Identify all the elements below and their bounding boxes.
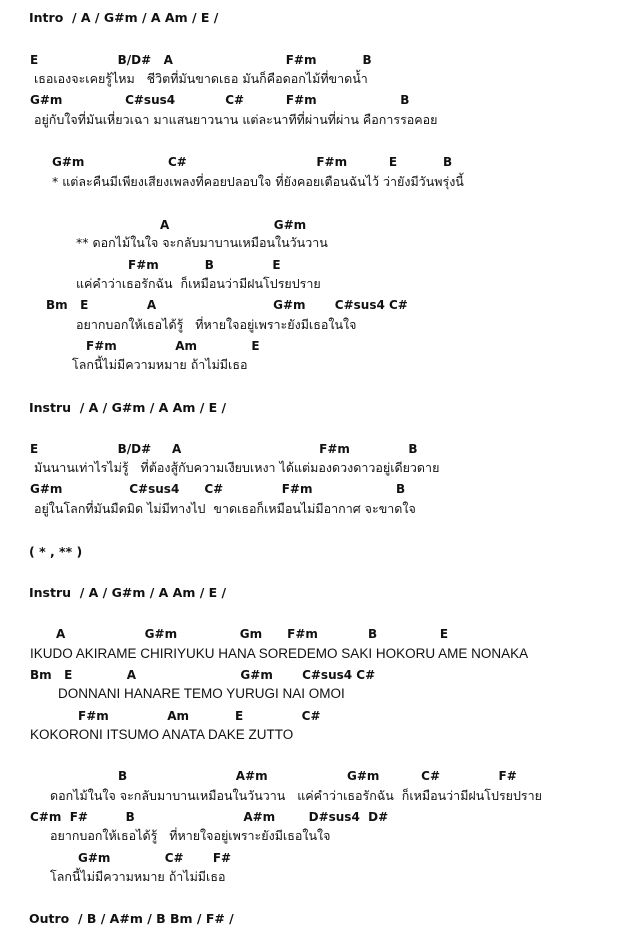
lyric-line: อยากบอกให้เธอได้รู้ ที่หายใจอยู่เพราะยังมีเธอในใจ <box>50 828 331 843</box>
chord-line: E B/D# A F#m B <box>30 442 418 456</box>
repeat-marker: ( * , ** ) <box>29 544 83 559</box>
romaji-line: KOKORONI ITSUMO ANATA DAKE ZUTTO <box>30 727 294 742</box>
lyric-line: ดอกไม้ในใจ จะกลับมาบานเหมือนในวันวาน แค่คำว่าเธอรักฉัน ก็เหมือนว่ามีฝนโปรยปราย <box>50 788 542 803</box>
chord-line: Bm E A G#m C#sus4 C# <box>46 298 408 312</box>
instru-line: Instru / A / G#m / A Am / E / <box>29 585 227 600</box>
chorus-lyric-line: * แต่ละคืนมีเพียงเสียงเพลงที่คอยปลอบใจ ที่ยังคอยเตือนฉันไว้ ว่ายังมีวันพรุ่งนี้ <box>52 174 464 189</box>
chord-line: E B/D# A F#m B <box>30 53 372 67</box>
lyric-line: โลกนี้ไม่มีความหมาย ถ้าไม่มีเธอ <box>72 357 248 372</box>
chord-line: G#m C# F#m E B <box>52 155 453 169</box>
chord-line: F#m Am E <box>86 339 260 353</box>
lyric-line: อยู่ในโลกที่มันมืดมิด ไม่มีทางไป ขาดเธอก็เหมือนไม่มีอากาศ จะขาดใจ <box>30 501 416 516</box>
lyric-line: เธอเองจะเคยรู้ไหม ชีวิตที่มันขาดเธอ มันก็คือดอกไม้ที่ขาดน้ำ <box>30 71 368 86</box>
chord-line: C#m F# B A#m D#sus4 D# <box>30 810 389 824</box>
chord-line: G#m C# F# <box>78 851 232 865</box>
lyric-line: แค่คำว่าเธอรักฉัน ก็เหมือนว่ามีฝนโปรยปราย <box>76 276 321 291</box>
romaji-line: IKUDO AKIRAME CHIRIYUKU HANA SOREDEMO SAKI HOKORU AME NONAKA <box>30 646 529 661</box>
chord-line: G#m C#sus4 C# F#m B <box>30 93 410 107</box>
chord-line: F#m Am E C# <box>78 709 321 723</box>
hook-lyric-line: ** ดอกไม้ในใจ จะกลับมาบานเหมือนในวันวาน <box>76 235 328 250</box>
chord-line: A G#m <box>160 218 307 232</box>
lyric-line: มันนานเท่าไรไม่รู้ ที่ต้องสู้กับความเงียบเหงา ได้แต่มองดวงดาวอยู่เดียวดาย <box>30 460 440 475</box>
outro-line: Outro / B / A#m / B Bm / F# / <box>29 911 234 926</box>
lyric-line: อยู่กับใจที่มันเหี่ยวเฉา มาแสนยาวนาน แต่ละนาทีที่ผ่านที่ผ่าน คือการรอคอย <box>30 112 438 127</box>
lyric-line: อยากบอกให้เธอได้รู้ ที่หายใจอยู่เพราะยังมีเธอในใจ <box>76 317 357 332</box>
instru-line: Instru / A / G#m / A Am / E / <box>29 400 227 415</box>
lyric-line: โลกนี้ไม่มีความหมาย ถ้าไม่มีเธอ <box>50 869 226 884</box>
romaji-line: DONNANI HANARE TEMO YURUGI NAI OMOI <box>58 686 345 701</box>
chord-line: B A#m G#m C# F# <box>118 769 517 783</box>
chord-line: G#m C#sus4 C# F#m B <box>30 482 406 496</box>
chord-line: A G#m Gm F#m B E <box>56 627 449 641</box>
intro-line: Intro / A / G#m / A Am / E / <box>29 10 219 25</box>
chord-line: F#m B E <box>128 258 281 272</box>
chord-line: Bm E A G#m C#sus4 C# <box>30 668 376 682</box>
